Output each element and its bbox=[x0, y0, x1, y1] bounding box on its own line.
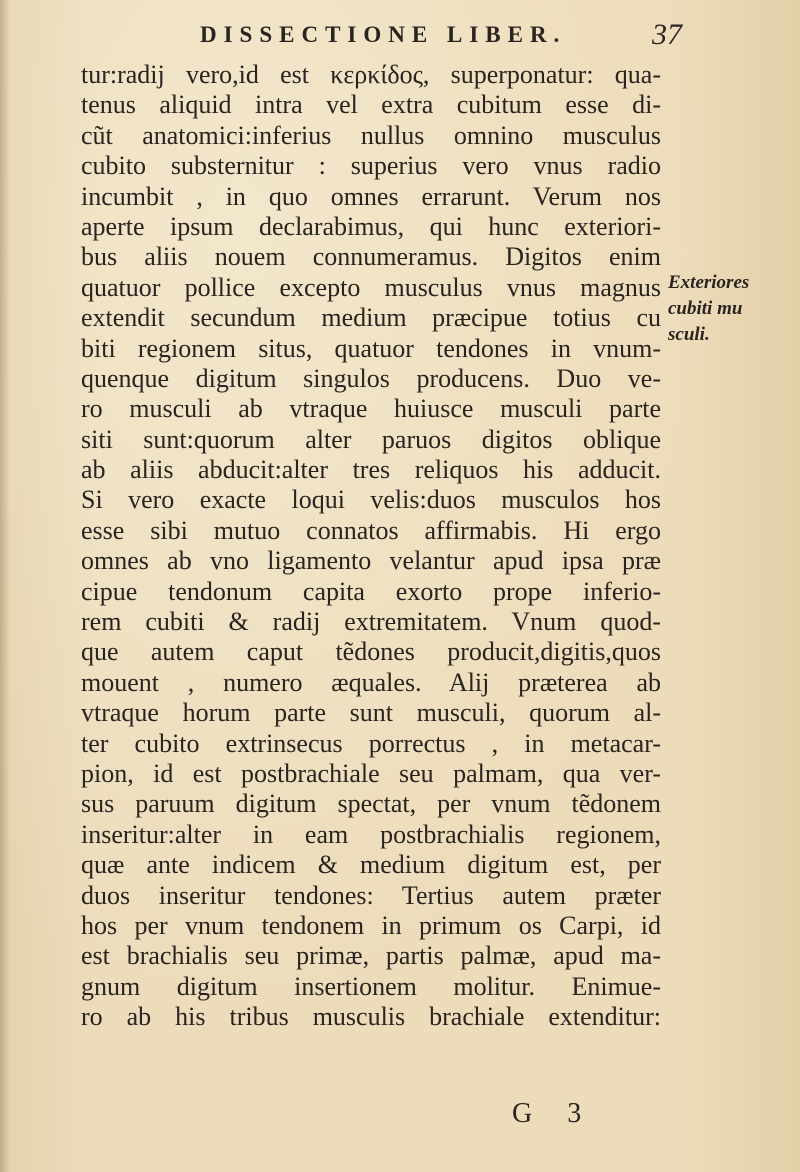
text-line-10: biti regionem situs, quatuor tendones in vnum- bbox=[81, 333, 661, 363]
text-line-28: duos inseritur tendones: Tertius autem præter bbox=[81, 880, 661, 910]
text-line-14: ab aliis abducit:alter tres reliquos his adducit. bbox=[81, 455, 661, 485]
text-line-11: quenque digitum singulos producens. Duo ve- bbox=[81, 363, 661, 393]
text-line-5: incumbit , in quo omnes errarunt. Verum nos bbox=[81, 181, 661, 211]
text-line-20: que autem caput tẽdones producit,digitis,quos bbox=[81, 637, 661, 667]
text-line-9: extendit secundum medium præcipue totius cu bbox=[81, 303, 661, 333]
text-line-16: esse sibi mutuo connatos affirmabis. Hi ergo bbox=[81, 515, 661, 545]
text-line-27: quæ ante indicem & medium digitum est, per bbox=[81, 850, 661, 880]
text-line-18: cipue tendonum capita exorto prope inferio- bbox=[81, 576, 661, 606]
text-line-32: ro ab his tribus musculis brachiale extenditur: bbox=[81, 1002, 661, 1032]
margin-note-line-2: cubiti mu bbox=[668, 298, 743, 319]
margin-note bbox=[668, 270, 798, 348]
page-number: 37 bbox=[652, 18, 682, 51]
text-line-26: inseritur:alter in eam postbrachialis regionem, bbox=[81, 819, 661, 849]
gutter-shadow bbox=[0, 0, 10, 1172]
text-line-6: aperte ipsum declarabimus, qui hunc exteriori- bbox=[81, 211, 661, 241]
text-line-17: omnes ab vno ligamento velantur apud ipsa præ bbox=[81, 546, 661, 576]
text-line-2: tenus aliquid intra vel extra cubitum esse di- bbox=[81, 90, 661, 120]
text-line-22: vtraque horum parte sunt musculi, quorum al- bbox=[81, 698, 661, 728]
text-line-30: est brachialis seu primæ, partis palmæ, apud ma- bbox=[81, 941, 661, 971]
text-line-7: bus aliis nouem connumeramus. Digitos enim bbox=[81, 242, 661, 272]
margin-note-line-3: sculi. bbox=[668, 324, 710, 345]
text-line-29: hos per vnum tendonem in primum os Carpi, id bbox=[81, 910, 661, 940]
text-line-4: cubito substernitur : superius vero vnus radio bbox=[81, 151, 661, 181]
text-line-19: rem cubiti & radij extremitatem. Vnum quod- bbox=[81, 607, 661, 637]
signature-mark: G 3 bbox=[512, 1098, 596, 1129]
text-line-24: pion, id est postbrachiale seu palmam, qua ver- bbox=[81, 758, 661, 788]
text-line-15: Si vero exacte loqui velis:duos musculos hos bbox=[81, 485, 661, 515]
text-line-25: sus paruum digitum spectat, per vnum tẽdonem bbox=[81, 789, 661, 819]
margin-note-line-1: Exteriores bbox=[668, 272, 750, 293]
running-title: DISSECTIONE LIBER. bbox=[200, 22, 567, 47]
body-text bbox=[81, 60, 661, 1033]
text-line-23: ter cubito extrinsecus porrectus , in metacar- bbox=[81, 728, 661, 758]
text-line-12: ro musculi ab vtraque huiusce musculi parte bbox=[81, 394, 661, 424]
text-line-13: siti sunt:quorum alter paruos digitos oblique bbox=[81, 424, 661, 454]
text-line-21: mouent , numero æquales. Alij præterea ab bbox=[81, 667, 661, 697]
text-line-3: cũt anatomici:inferius nullus omnino musculus bbox=[81, 120, 661, 150]
text-line-1: tur:radij vero,id est κερκίδος, superponatur: qua- bbox=[81, 60, 661, 89]
text-line-31: gnum digitum insertionem molitur. Enimue- bbox=[81, 971, 661, 1001]
text-line-8: quatuor pollice excepto musculus vnus magnus bbox=[81, 272, 661, 302]
